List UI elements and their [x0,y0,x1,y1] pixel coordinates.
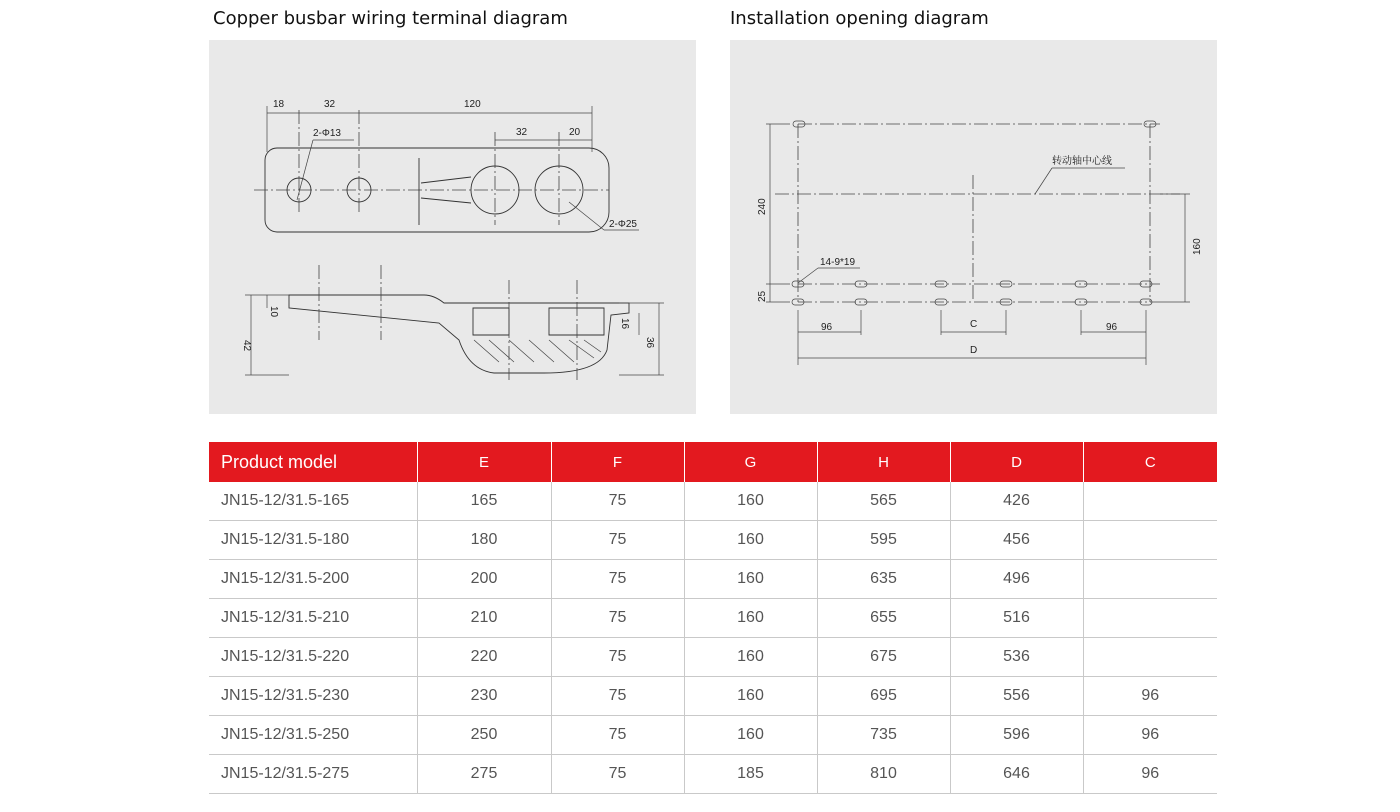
hole-small-label: 2-Φ13 [313,128,341,139]
dim-160: 160 [1192,238,1203,255]
opening-diagram-caption: Installation opening diagram [730,8,989,29]
dim-20: 20 [569,127,581,138]
header-e: E [417,442,551,482]
cell-model: JN15-12/31.5-250 [209,716,417,755]
table-header-row [209,442,1217,482]
cell-c: 96 [1083,716,1217,755]
cell-g: 160 [684,677,817,716]
cell-model: JN15-12/31.5-220 [209,638,417,677]
cell-d: 536 [950,638,1083,677]
cell-f: 75 [551,521,684,560]
cell-e: 165 [417,482,551,521]
cell-model: JN15-12/31.5-275 [209,755,417,794]
cell-h: 675 [817,638,950,677]
hole-row-bottom [792,281,1152,305]
cell-model: JN15-12/31.5-165 [209,482,417,521]
table-row [209,482,1217,521]
hole-large-label: 2-Φ25 [609,219,637,230]
cell-g: 160 [684,638,817,677]
dim-16: 16 [619,318,630,330]
opening-drawing [730,40,1217,414]
cell-h: 735 [817,716,950,755]
dim-d: D [970,345,978,356]
cell-c: 96 [1083,677,1217,716]
cell-e: 180 [417,521,551,560]
cell-d: 516 [950,599,1083,638]
cell-f: 75 [551,482,684,521]
dim-18: 18 [273,99,285,110]
cell-d: 456 [950,521,1083,560]
cell-f: 75 [551,755,684,794]
header-h: H [817,442,950,482]
cell-d: 426 [950,482,1083,521]
cell-e: 210 [417,599,551,638]
table-row [209,599,1217,638]
dim-120: 120 [464,99,481,110]
cell-f: 75 [551,677,684,716]
table-row [209,560,1217,599]
cell-g: 160 [684,560,817,599]
dim-96-left: 96 [821,322,833,333]
cell-f: 75 [551,599,684,638]
spec-table [209,442,1217,794]
table-row [209,677,1217,716]
cell-model: JN15-12/31.5-180 [209,521,417,560]
cell-e: 230 [417,677,551,716]
table-row [209,755,1217,794]
cell-h: 635 [817,560,950,599]
cell-h: 695 [817,677,950,716]
cell-g: 160 [684,716,817,755]
dim-96-right: 96 [1106,322,1118,333]
cell-f: 75 [551,560,684,599]
cell-f: 75 [551,638,684,677]
dim-42: 42 [241,340,252,352]
cell-d: 556 [950,677,1083,716]
terminal-drawing [209,40,696,414]
cell-h: 810 [817,755,950,794]
cell-e: 250 [417,716,551,755]
cell-c: 96 [1083,755,1217,794]
table-row [209,638,1217,677]
dim-c: C [970,319,978,330]
cell-d: 496 [950,560,1083,599]
cell-c [1083,638,1217,677]
cell-d: 646 [950,755,1083,794]
header-c: C [1083,442,1217,482]
hole-label: 14-9*19 [820,257,856,268]
cell-c [1083,599,1217,638]
table-row [209,716,1217,755]
cell-c [1083,560,1217,599]
header-g: G [684,442,817,482]
dim-36: 36 [644,337,655,349]
cell-e: 275 [417,755,551,794]
axis-label: 转动轴中心线 [1052,156,1112,167]
dim-32a: 32 [324,99,336,110]
terminal-diagram-caption: Copper busbar wiring terminal diagram [213,8,568,29]
cell-h: 655 [817,599,950,638]
dim-32b: 32 [516,127,528,138]
cell-d: 596 [950,716,1083,755]
cell-g: 160 [684,599,817,638]
header-d: D [950,442,1083,482]
cell-h: 595 [817,521,950,560]
cell-g: 160 [684,521,817,560]
cell-g: 160 [684,482,817,521]
cell-f: 75 [551,716,684,755]
dim-25: 25 [757,290,768,302]
header-product-model: Product model [209,442,417,482]
cell-h: 565 [817,482,950,521]
terminal-diagram [209,40,696,414]
cell-model: JN15-12/31.5-210 [209,599,417,638]
cell-model: JN15-12/31.5-230 [209,677,417,716]
table-row [209,521,1217,560]
cell-c [1083,521,1217,560]
opening-diagram [730,40,1217,414]
cell-e: 220 [417,638,551,677]
dim-240: 240 [757,198,768,215]
cell-model: JN15-12/31.5-200 [209,560,417,599]
dim-10: 10 [268,306,279,318]
cell-g: 185 [684,755,817,794]
cell-c [1083,482,1217,521]
header-f: F [551,442,684,482]
cell-e: 200 [417,560,551,599]
